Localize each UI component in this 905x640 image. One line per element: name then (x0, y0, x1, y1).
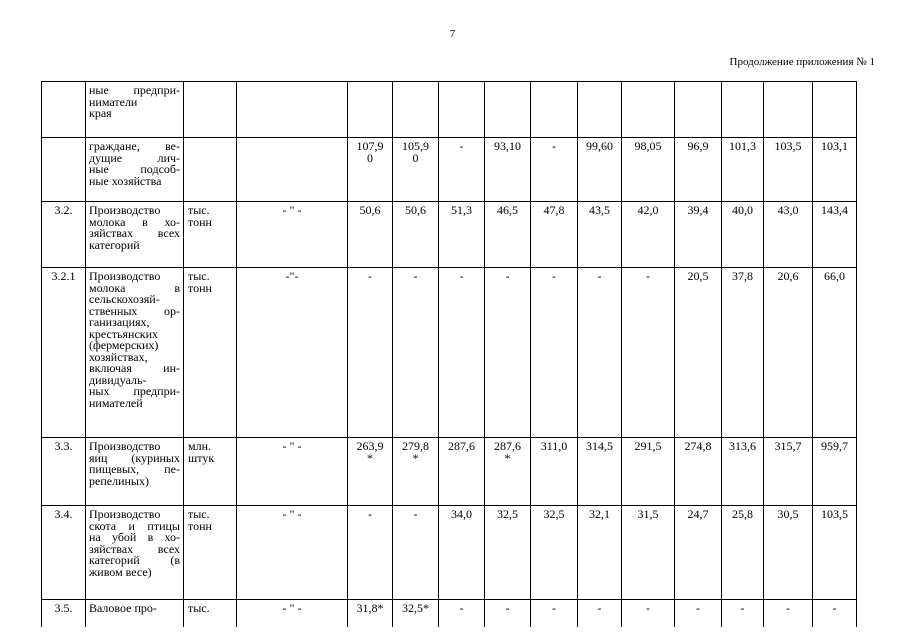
value-cell (675, 82, 722, 138)
indicator-line: Производство (89, 439, 161, 453)
unit-line: тонн (188, 518, 212, 533)
indicator-line: ниматели (89, 94, 138, 109)
indicator-cell (86, 138, 184, 202)
page-number: 7 (449, 28, 456, 40)
unit-line: тонн (188, 280, 212, 295)
value-cell: 39,4 (675, 202, 722, 268)
value-cell: 51,3 (439, 202, 485, 268)
value-cell: 96,9 (675, 138, 722, 202)
value-cell (813, 82, 857, 138)
indicator-line: крестьянских (89, 326, 159, 341)
value-cell: - (439, 600, 485, 628)
value-cell: 50,6 (348, 202, 393, 268)
basis-cell: - " - (237, 600, 348, 628)
value-cell: 313,6 (722, 438, 764, 506)
value-cell: 25,8 (722, 506, 764, 600)
value-cell: - (531, 138, 578, 202)
value-cell: 287,6 (439, 438, 485, 506)
value-cell: - (764, 600, 813, 628)
value-cell: - (722, 600, 764, 628)
value-cell: - (485, 268, 531, 438)
value-cell: 274,8 (675, 438, 722, 506)
indicator-cell (86, 506, 184, 600)
indicator-line: граждане, ве- (89, 139, 180, 153)
indicator-line: молока в хо- (89, 214, 180, 229)
value-cell: 24,7 (675, 506, 722, 600)
indicator-line: (фермерских) (89, 338, 159, 352)
value-cell: 40,0 (722, 202, 764, 268)
value-cell: 98,05 (622, 138, 675, 202)
indicator-line: нимателей (89, 395, 143, 410)
unit-cell (184, 138, 237, 202)
row-number-cell: 3.2. (42, 202, 86, 268)
value-cell: 101,3 (722, 138, 764, 202)
value-cell: 314,5 (578, 438, 622, 506)
value-cell: 20,6 (764, 268, 813, 438)
indicator-line: включая ин- (89, 361, 180, 375)
value-cell: 42,0 (622, 202, 675, 268)
unit-cell (184, 600, 237, 628)
value-cell: 66,0 (813, 268, 857, 438)
value-cell: 311,0 (531, 438, 578, 506)
value-cell: 105,9 0 (393, 138, 439, 202)
indicator-cell (86, 82, 184, 138)
value-cell: - (622, 600, 675, 628)
row-number-cell: 3.3. (42, 438, 86, 506)
value-cell: - (393, 506, 439, 600)
row-number-cell: 3.2.1 (42, 268, 86, 438)
indicator-line: Валовое про- (89, 601, 157, 615)
data-table (41, 81, 857, 627)
table-row (42, 506, 857, 600)
value-cell: 103,1 (813, 138, 857, 202)
basis-cell (237, 82, 348, 138)
value-cell: 34,0 (439, 506, 485, 600)
value-cell: 93,10 (485, 138, 531, 202)
value-cell (764, 82, 813, 138)
value-cell: - (439, 268, 485, 438)
value-cell: 99,60 (578, 138, 622, 202)
basis-cell: - " - (237, 202, 348, 268)
basis-cell (237, 138, 348, 202)
unit-line: штук (188, 450, 215, 465)
value-cell: - (348, 506, 393, 600)
indicator-line: ственных ор- (89, 303, 180, 318)
indicator-line: репелиных) (89, 473, 149, 488)
unit-line: тонн (188, 214, 212, 229)
value-cell (722, 82, 764, 138)
table-row (42, 138, 857, 202)
indicator-cell (86, 438, 184, 506)
row-number-cell: 3.5. (42, 600, 86, 628)
indicator-line: дущие лич- (89, 150, 180, 165)
indicator-line: яиц (куриных (89, 450, 180, 465)
value-cell: 107,9 0 (348, 138, 393, 202)
value-cell: 279,8 * (393, 438, 439, 506)
indicator-line: ные предпри- (89, 83, 180, 97)
indicator-line: Производство (89, 269, 161, 283)
continuation-caption: Продолжение приложения № 1 (729, 56, 875, 68)
value-cell: 47,8 (531, 202, 578, 268)
indicator-line: молока в (89, 280, 180, 295)
unit-line: тыс. (188, 203, 210, 217)
basis-cell: - " - (237, 438, 348, 506)
value-cell: 31,8* (348, 600, 393, 628)
value-cell: - (578, 268, 622, 438)
value-cell: 959,7 (813, 438, 857, 506)
row-number-cell (42, 138, 86, 202)
unit-line: тыс. (188, 269, 210, 283)
value-cell: 263,9 * (348, 438, 393, 506)
indicator-cell (86, 202, 184, 268)
value-cell: 315,7 (764, 438, 813, 506)
value-cell (531, 82, 578, 138)
unit-cell (184, 506, 237, 600)
table-row (42, 268, 857, 438)
indicator-line: категорий (89, 237, 140, 252)
value-cell: - (439, 138, 485, 202)
value-cell: - (622, 268, 675, 438)
value-cell: - (393, 268, 439, 438)
indicator-cell (86, 600, 184, 628)
value-cell (578, 82, 622, 138)
unit-cell (184, 202, 237, 268)
value-cell: 43,0 (764, 202, 813, 268)
indicator-line: Производство (89, 203, 161, 217)
indicator-line: Производство (89, 507, 161, 521)
table-row (42, 438, 857, 506)
unit-line: тыс. (188, 601, 210, 615)
value-cell: 20,5 (675, 268, 722, 438)
indicator-line: дивидуаль- (89, 372, 147, 387)
value-cell: - (578, 600, 622, 628)
unit-cell (184, 438, 237, 506)
value-cell: 287,6 * (485, 438, 531, 506)
value-cell: - (813, 600, 857, 628)
indicator-cell (86, 268, 184, 438)
indicator-line: хозяйствах, (89, 349, 148, 364)
value-cell: 32,5* (393, 600, 439, 628)
value-cell (348, 82, 393, 138)
indicator-line: пищевых, пе- (89, 462, 180, 476)
value-cell: 32,1 (578, 506, 622, 600)
unit-cell (184, 268, 237, 438)
value-cell: 37,8 (722, 268, 764, 438)
value-cell: 143,4 (813, 202, 857, 268)
value-cell (622, 82, 675, 138)
indicator-line: ганизациях, (89, 315, 150, 329)
indicator-line: ные хозяйства (89, 173, 162, 188)
value-cell: 32,5 (485, 506, 531, 600)
value-cell: 31,5 (622, 506, 675, 600)
unit-cell (184, 82, 237, 138)
value-cell: - (531, 600, 578, 628)
indicator-line: зяйствах всех (89, 226, 180, 240)
indicator-line: зяйствах всех (89, 541, 180, 556)
indicator-line: края (89, 106, 112, 120)
indicator-line: скота и птицы (89, 518, 180, 533)
unit-line: тыс. (188, 507, 210, 521)
value-cell: - (348, 268, 393, 438)
value-cell: 32,5 (531, 506, 578, 600)
value-cell (439, 82, 485, 138)
row-number-cell (42, 82, 86, 138)
indicator-line: ные подсоб- (89, 162, 180, 176)
indicator-line: ных предпри- (89, 384, 180, 398)
value-cell: - (675, 600, 722, 628)
value-cell: 50,6 (393, 202, 439, 268)
value-cell: 46,5 (485, 202, 531, 268)
table-row (42, 82, 857, 138)
value-cell (485, 82, 531, 138)
unit-line: млн. (188, 439, 212, 453)
value-cell: 103,5 (764, 138, 813, 202)
value-cell: 30,5 (764, 506, 813, 600)
table-row (42, 600, 857, 628)
indicator-line: живом весе) (89, 564, 152, 579)
value-cell: 43,5 (578, 202, 622, 268)
value-cell (393, 82, 439, 138)
value-cell: - (531, 268, 578, 438)
indicator-line: сельскохозяй- (89, 292, 160, 306)
indicator-line: на убой в хо- (89, 530, 180, 544)
row-number-cell: 3.4. (42, 506, 86, 600)
indicator-line: категорий (в (89, 553, 180, 567)
table-row (42, 202, 857, 268)
value-cell: 103,5 (813, 506, 857, 600)
value-cell: - (485, 600, 531, 628)
basis-cell: -"- (237, 268, 348, 438)
basis-cell: - " - (237, 506, 348, 600)
value-cell: 291,5 (622, 438, 675, 506)
